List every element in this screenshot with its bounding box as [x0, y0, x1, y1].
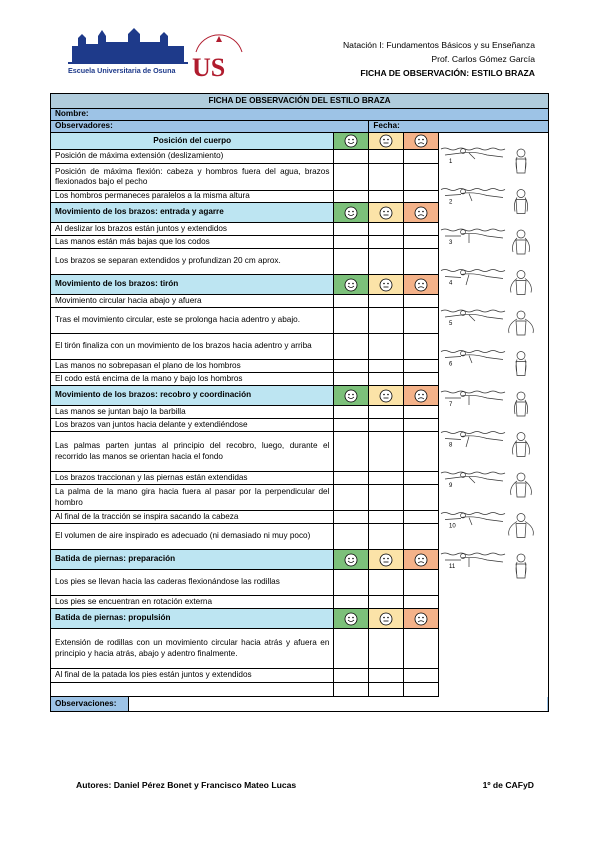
water-line [441, 513, 505, 515]
happy-face-cell [334, 203, 369, 223]
mark-cell-regular[interactable] [369, 236, 404, 249]
criterion-row: Al final de la tracción se inspira sacando la cabeza [51, 511, 334, 524]
sketch-number: 1 [449, 159, 453, 165]
criterion-row: Los brazos van juntos hacia delante y extendiéndose [51, 419, 334, 432]
sketch-number: 9 [449, 483, 453, 489]
mark-cell-regular[interactable] [369, 570, 404, 596]
sad-face-cell [404, 133, 439, 150]
mark-cell-bad[interactable] [404, 406, 439, 419]
swimmer-side-body [445, 193, 503, 201]
page-footer [76, 780, 534, 790]
mark-cell-bad[interactable] [404, 432, 439, 472]
neutral-face-icon [379, 389, 393, 403]
swimmer-side-body [445, 355, 503, 363]
swimmer-side-body [445, 233, 503, 243]
mark-cell-good[interactable] [334, 373, 369, 386]
criterion-row: Posición de máxima extensión (deslizamiento) [51, 150, 334, 164]
mark-cell-bad[interactable] [404, 373, 439, 386]
mark-cell-good[interactable] [334, 419, 369, 432]
neutral-face-icon [379, 134, 393, 148]
page-header [343, 38, 535, 80]
mark-cell-regular[interactable] [369, 511, 404, 524]
sad-face-icon [414, 553, 428, 567]
sad-face-cell [404, 609, 439, 629]
authors-text: Autores: Daniel Pérez Bonet y Francisco Mateo Lucas [76, 780, 297, 790]
criterion-row: Extensión de rodillas con un movimiento circular hacia atrás y afuera en principio y hacia atrás, abajo y adentro finalmente. [51, 629, 334, 669]
swimmer-sketch [441, 189, 528, 214]
criterion-row: El volumen de aire inspirado es adecuado (ni demasiado ni muy poco) [51, 524, 334, 550]
name-field[interactable]: Nombre: [51, 109, 549, 121]
neutral-face-cell [369, 133, 404, 150]
mark-cell-regular[interactable] [369, 419, 404, 432]
mark-cell-regular[interactable] [369, 191, 404, 203]
happy-face-cell [334, 550, 369, 570]
mark-cell-regular[interactable] [369, 150, 404, 164]
swimmer-sketch [441, 391, 528, 416]
swimmer-front-head [517, 352, 525, 360]
swimmer-front-arms [509, 319, 534, 335]
section-title: Batida de piernas: preparación [51, 550, 334, 570]
sheet-title: FICHA DE OBSERVACIÓN: ESTILO BRAZA [360, 68, 535, 78]
sketch-number: 3 [449, 240, 453, 246]
section-title: Movimiento de los brazos: tirón [51, 275, 334, 295]
criterion-row: La palma de la mano gira hacia fuera al pasar por la perpendicular del hombro [51, 485, 334, 511]
swimmer-front-arms [516, 562, 526, 578]
mark-cell-bad[interactable] [404, 629, 439, 669]
spacer-cell [404, 683, 439, 697]
observations-label: Observaciones: [51, 697, 129, 711]
swimmer-front-arms [516, 157, 526, 173]
sketch-number: 2 [449, 199, 453, 206]
neutral-face-cell [369, 609, 404, 629]
criterion-row: El codo está encima de la mano y bajo los hombros [51, 373, 334, 386]
swimmer-side-body [445, 476, 503, 483]
sevilla-logo [188, 22, 250, 80]
mark-cell-regular[interactable] [369, 432, 404, 472]
observations-input[interactable] [129, 697, 547, 711]
mark-cell-good[interactable] [334, 570, 369, 596]
sad-face-cell [404, 550, 439, 570]
sad-face-icon [414, 206, 428, 220]
mark-cell-bad[interactable] [404, 669, 439, 683]
section-title: Posición del cuerpo [51, 133, 334, 150]
mark-cell-regular[interactable] [369, 308, 404, 334]
mark-cell-bad[interactable] [404, 150, 439, 164]
water-line [441, 189, 505, 191]
mark-cell-bad[interactable] [404, 223, 439, 236]
section-title: Movimiento de los brazos: entrada y agarre [51, 203, 334, 223]
criterion-row: Al deslizar los brazos están juntos y extendidos [51, 223, 334, 236]
happy-face-cell [334, 275, 369, 295]
swimmer-front-head [517, 271, 525, 279]
criterion-row: Las manos no sobrepasan el plano de los hombros [51, 360, 334, 373]
date-field[interactable]: Fecha: [369, 121, 549, 133]
criterion-row: El tirón finaliza con un movimiento de los brazos hacia adentro y arriba [51, 334, 334, 360]
criterion-row: Los brazos se separan extendidos y profundizan 20 cm aprox. [51, 249, 334, 275]
criterion-row: Posición de máxima flexión: cabeza y hombros fuera del agua, brazos flexionados bajo el pecho [51, 164, 334, 191]
mark-cell-good[interactable] [334, 524, 369, 550]
sketch-number: 7 [449, 402, 453, 408]
mark-cell-bad[interactable] [404, 511, 439, 524]
breaststroke-sequence-figure [439, 133, 536, 640]
criterion-row: Al final de la patada los pies están juntos y extendidos [51, 669, 334, 683]
happy-face-icon [344, 389, 358, 403]
swimmer-front-head [517, 149, 525, 157]
mark-cell-regular[interactable] [369, 485, 404, 511]
spacer-row [51, 683, 334, 697]
swimmer-front-arms [513, 238, 530, 254]
swimmer-side-body [445, 395, 503, 405]
mark-cell-regular[interactable] [369, 360, 404, 373]
swimmer-side-body [445, 274, 503, 285]
mark-cell-bad[interactable] [404, 236, 439, 249]
swimmer-sketch [441, 229, 530, 254]
mark-cell-good[interactable] [334, 669, 369, 683]
criterion-row: Los pies se llevan hacia las caderas flexionándose las rodillas [51, 570, 334, 596]
swimmer-front-head [517, 190, 525, 198]
mark-cell-regular[interactable] [369, 249, 404, 275]
happy-face-icon [344, 612, 358, 626]
sketch-number: 5 [449, 321, 453, 327]
swimmer-sketch [441, 472, 531, 497]
form-title: FICHA DE OBSERVACIÓN DEL ESTILO BRAZA [51, 94, 549, 109]
happy-face-cell [334, 609, 369, 629]
mark-cell-good[interactable] [334, 629, 369, 669]
castle-icon [68, 24, 188, 66]
swimmer-front-head [517, 554, 525, 562]
swimmer-front-head [517, 311, 525, 319]
criterion-row: Tras el movimiento circular, este se prolonga hacia adentro y abajo. [51, 308, 334, 334]
swimmer-front-arms [515, 198, 528, 214]
professor-name: Prof. Carlos Gómez García [431, 54, 535, 64]
water-line [441, 391, 505, 393]
sad-face-cell [404, 275, 439, 295]
criterion-row: Movimiento circular hacia abajo y afuera [51, 295, 334, 308]
mark-cell-regular[interactable] [369, 373, 404, 386]
swimmer-front-head [517, 433, 525, 441]
mark-cell-bad[interactable] [404, 191, 439, 203]
happy-face-icon [344, 206, 358, 220]
mark-cell-regular[interactable] [369, 596, 404, 609]
swimmer-sketch [441, 270, 531, 295]
osuna-logo-text: Escuela Universitaria de Osuna [68, 66, 176, 75]
happy-face-cell [334, 386, 369, 406]
mark-cell-good[interactable] [334, 472, 369, 485]
mark-cell-bad[interactable] [404, 164, 439, 191]
swimmer-side-body [445, 152, 503, 159]
mark-cell-regular[interactable] [369, 524, 404, 550]
swimmer-front-head [517, 514, 525, 522]
sad-face-icon [414, 134, 428, 148]
swimmer-front-head [517, 473, 525, 481]
happy-face-icon [344, 134, 358, 148]
swimmer-front-arms [513, 441, 530, 457]
water-line [441, 270, 505, 272]
swimmer-front-head [517, 392, 525, 400]
sad-face-icon [414, 389, 428, 403]
osuna-logo [68, 24, 188, 80]
neutral-face-icon [379, 612, 393, 626]
sad-face-cell [404, 386, 439, 406]
mark-cell-bad[interactable] [404, 524, 439, 550]
swimmer-side-body [445, 314, 503, 321]
water-line [441, 472, 505, 474]
water-line [441, 553, 505, 555]
section-title: Batida de piernas: propulsión [51, 609, 334, 629]
swimmer-front-head [517, 230, 525, 238]
mark-cell-regular[interactable] [369, 295, 404, 308]
mark-cell-bad[interactable] [404, 308, 439, 334]
mark-cell-good[interactable] [334, 308, 369, 334]
swimmer-sketch [441, 432, 530, 457]
swimmer-front-arms [509, 522, 534, 538]
neutral-face-icon [379, 206, 393, 220]
water-line [441, 148, 505, 150]
criterion-row: Los pies se encuentran en rotación externa [51, 596, 334, 609]
mark-cell-bad[interactable] [404, 570, 439, 596]
sad-face-icon [414, 612, 428, 626]
mark-cell-good[interactable] [334, 511, 369, 524]
happy-face-cell [334, 133, 369, 150]
mark-cell-regular[interactable] [369, 223, 404, 236]
sketch-number: 6 [449, 361, 453, 368]
mark-cell-good[interactable] [334, 295, 369, 308]
course-year-text: 1º de CAFyD [482, 780, 534, 790]
criterion-row: Los hombros permaneces paralelos a la misma altura [51, 191, 334, 203]
breaststroke-illustration [439, 133, 549, 712]
neutral-face-cell [369, 550, 404, 570]
mark-cell-regular[interactable] [369, 472, 404, 485]
mark-cell-bad[interactable] [404, 249, 439, 275]
mark-cell-regular[interactable] [369, 334, 404, 360]
mark-cell-regular[interactable] [369, 669, 404, 683]
swimmer-sketch [441, 148, 526, 173]
mark-cell-bad[interactable] [404, 472, 439, 485]
spacer-cell [369, 683, 404, 697]
sketch-number: 8 [449, 442, 453, 449]
mark-cell-bad[interactable] [404, 295, 439, 308]
water-line [441, 229, 505, 231]
water-line [441, 351, 505, 353]
swimmer-side-body [445, 436, 503, 447]
mark-cell-bad[interactable] [404, 596, 439, 609]
mark-cell-regular[interactable] [369, 406, 404, 419]
swimmer-sketch [441, 351, 526, 376]
sketch-number: 11 [449, 564, 456, 570]
course-title: Natación I: Fundamentos Básicos y su Enseñanza [342, 40, 535, 50]
mark-cell-good[interactable] [334, 249, 369, 275]
sketch-number: 10 [449, 523, 457, 530]
neutral-face-cell [369, 275, 404, 295]
university-seal-icon [188, 22, 250, 80]
sad-face-icon [414, 278, 428, 292]
mark-cell-regular[interactable] [369, 629, 404, 669]
mark-cell-bad[interactable] [404, 485, 439, 511]
criterion-row: Las manos se juntan bajo la barbilla [51, 406, 334, 419]
swimmer-front-arms [511, 481, 532, 497]
sad-face-cell [404, 203, 439, 223]
neutral-face-icon [379, 278, 393, 292]
spacer-cell [334, 683, 369, 697]
mark-cell-good[interactable] [334, 334, 369, 360]
mark-cell-good[interactable] [334, 191, 369, 203]
neutral-face-cell [369, 386, 404, 406]
observation-form [50, 93, 549, 712]
swimmer-sketch [441, 310, 533, 335]
observations-field[interactable] [51, 697, 549, 712]
mark-cell-bad[interactable] [404, 360, 439, 373]
mark-cell-good[interactable] [334, 432, 369, 472]
mark-cell-bad[interactable] [404, 334, 439, 360]
happy-face-icon [344, 278, 358, 292]
mark-cell-good[interactable] [334, 164, 369, 191]
swimmer-front-arms [515, 400, 528, 416]
svg-text:US: US [192, 53, 226, 80]
mark-cell-good[interactable] [334, 223, 369, 236]
mark-cell-good[interactable] [334, 360, 369, 373]
observers-field[interactable]: Observadores: [51, 121, 369, 133]
water-line [441, 432, 505, 434]
happy-face-icon [344, 553, 358, 567]
mark-cell-good[interactable] [334, 236, 369, 249]
sketch-number: 4 [449, 280, 453, 287]
mark-cell-good[interactable] [334, 596, 369, 609]
mark-cell-good[interactable] [334, 485, 369, 511]
criterion-row: Los brazos traccionan y las piernas están extendidas [51, 472, 334, 485]
mark-cell-good[interactable] [334, 150, 369, 164]
water-line [441, 310, 505, 312]
mark-cell-regular[interactable] [369, 164, 404, 191]
criterion-row: Las manos están más bajas que los codos [51, 236, 334, 249]
neutral-face-cell [369, 203, 404, 223]
section-title: Movimiento de los brazos: recobro y coordinación [51, 386, 334, 406]
neutral-face-icon [379, 553, 393, 567]
swimmer-front-arms [511, 279, 532, 295]
criterion-row: Las palmas parten juntas al principio del recobro, luego, durante el recorrido las manos se orientan hacia el fondo [51, 432, 334, 472]
mark-cell-bad[interactable] [404, 419, 439, 432]
mark-cell-good[interactable] [334, 406, 369, 419]
swimmer-front-arms [516, 360, 526, 376]
